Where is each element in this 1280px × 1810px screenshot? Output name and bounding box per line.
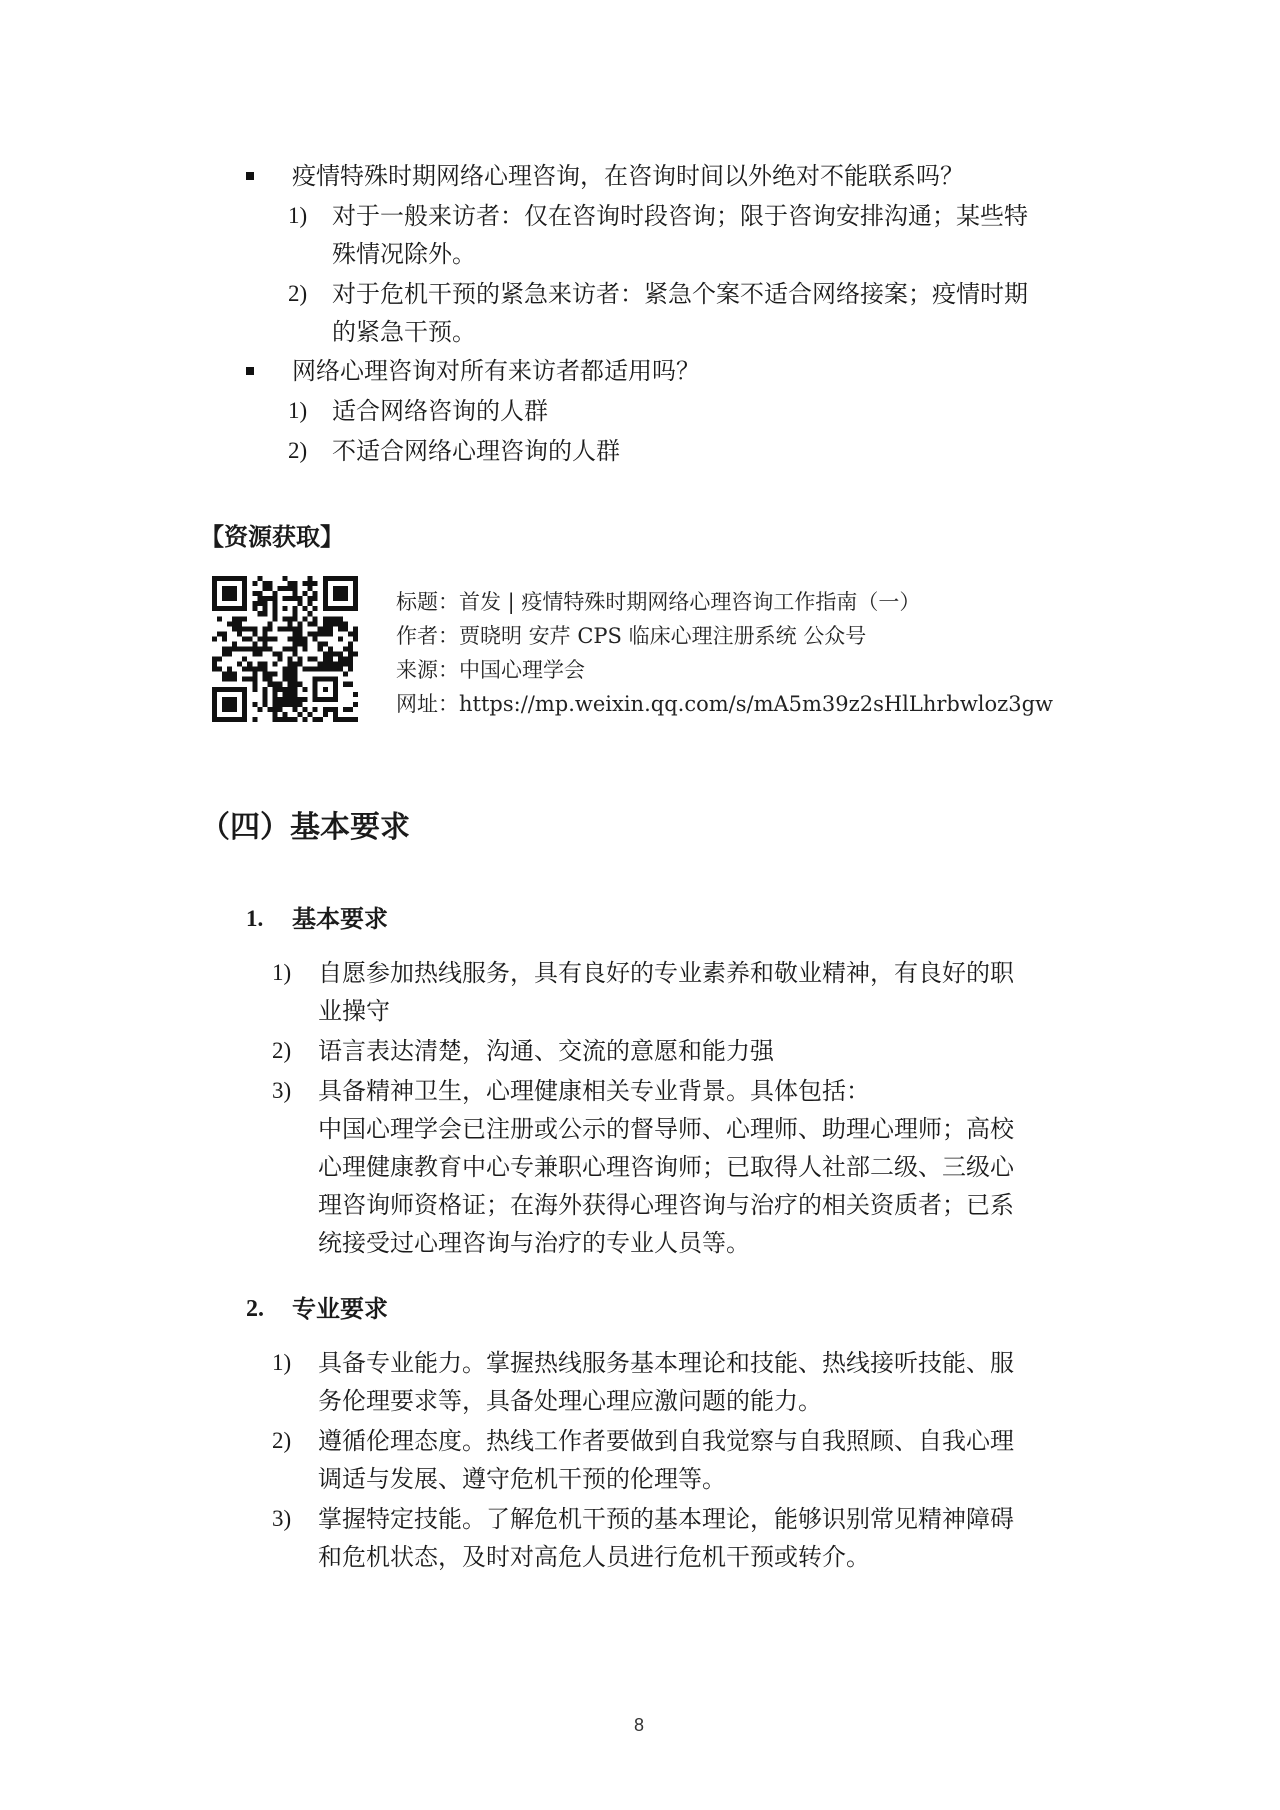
answer-line: 对于一般来访者：仅在咨询时段咨询；限于咨询安排沟通；某些特 — [332, 202, 1028, 230]
item-line: 务伦理要求等，具备处理心理应激问题的能力。 — [318, 1387, 822, 1415]
qr-code-icon — [212, 576, 358, 722]
item-number: 1) — [272, 960, 292, 985]
item-line: 语言表达清楚，沟通、交流的意愿和能力强 — [318, 1037, 774, 1065]
resource-author: 作者：贾晓明 安芹 CPS 临床心理注册系统 公众号 — [396, 624, 867, 648]
item-number: 3) — [272, 1506, 292, 1531]
item-line: 具备专业能力。掌握热线服务基本理论和技能、热线接听技能、服 — [318, 1349, 1014, 1377]
faq-question-2: 网络心理咨询对所有来访者都适用吗？ — [292, 357, 700, 385]
item-number: 2) — [272, 1038, 292, 1063]
item-line: 调适与发展、遵守危机干预的伦理等。 — [318, 1465, 726, 1493]
item-line: 掌握特定技能。了解危机干预的基本理论，能够识别常见精神障碍 — [318, 1505, 1014, 1533]
item-number: 1) — [272, 1350, 292, 1375]
subsection-number: 1. — [246, 906, 264, 931]
answer-line: 不适合网络心理咨询的人群 — [332, 437, 620, 465]
subsection-title: 基本要求 — [292, 905, 388, 933]
item-line: 心理健康教育中心专兼职心理咨询师；已取得人社部二级、三级心 — [318, 1153, 1014, 1181]
item-line: 中国心理学会已注册或公示的督导师、心理师、助理心理师；高校 — [318, 1115, 1014, 1143]
faq-question-1: 疫情特殊时期网络心理咨询，在咨询时间以外绝对不能联系吗？ — [292, 162, 964, 190]
item-line: 自愿参加热线服务，具有良好的专业素养和敬业精神，有良好的职 — [318, 959, 1014, 987]
resource-title: 标题：首发 | 疫情特殊时期网络心理咨询工作指南（一） — [396, 590, 921, 614]
resource-heading: 【资源获取】 — [200, 523, 344, 551]
answer-line: 殊情况除外。 — [332, 240, 476, 268]
item-number: 3) — [272, 1078, 292, 1103]
subsection-title: 专业要求 — [292, 1295, 388, 1323]
answer-line: 对于危机干预的紧急来访者：紧急个案不适合网络接案；疫情时期 — [332, 280, 1028, 308]
page-number: 8 — [634, 1715, 645, 1735]
bullet-icon — [246, 172, 254, 180]
item-number: 2) — [272, 1428, 292, 1453]
subsection-number: 2. — [246, 1296, 264, 1322]
resource-source: 来源：中国心理学会 — [396, 658, 585, 682]
item-line: 具备精神卫生，心理健康相关专业背景。具体包括： — [318, 1077, 870, 1105]
section-title: （四）基本要求 — [200, 810, 410, 845]
resource-url[interactable]: 网址：https://mp.weixin.qq.com/s/mA5m39z2sHlLhrbwloz3gw — [396, 692, 1053, 716]
item-line: 和危机状态，及时对高危人员进行危机干预或转介。 — [318, 1543, 870, 1571]
item-line: 统接受过心理咨询与治疗的专业人员等。 — [318, 1229, 750, 1257]
answer-line: 适合网络咨询的人群 — [332, 397, 548, 425]
answer-number: 1) — [288, 203, 308, 228]
bullet-icon — [246, 367, 254, 375]
answer-line: 的紧急干预。 — [332, 318, 476, 346]
item-line: 业操守 — [318, 997, 390, 1025]
answer-number: 1) — [288, 398, 308, 423]
answer-number: 2) — [288, 438, 308, 463]
item-line: 遵循伦理态度。热线工作者要做到自我觉察与自我照顾、自我心理 — [318, 1427, 1014, 1455]
answer-number: 2) — [288, 281, 308, 306]
item-line: 理咨询师资格证；在海外获得心理咨询与治疗的相关资质者；已系 — [318, 1191, 1014, 1219]
